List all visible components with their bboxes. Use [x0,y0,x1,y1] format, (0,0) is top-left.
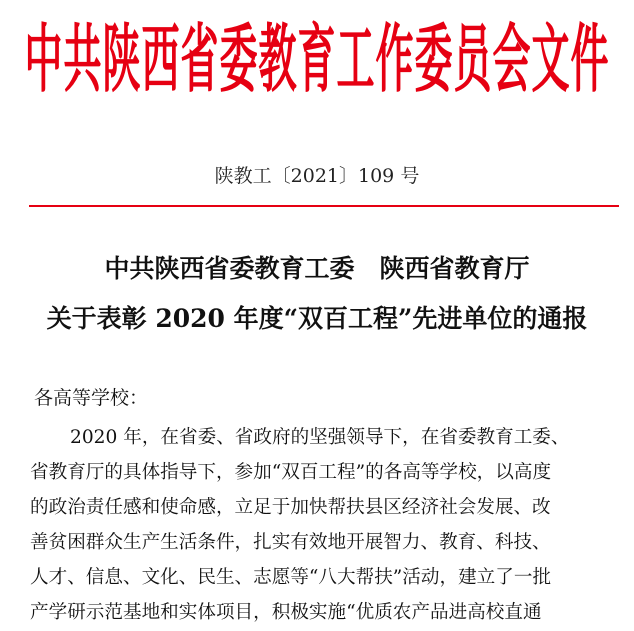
document-masthead: 中共陕西省委教育工作委员会文件 [24,16,610,102]
document-title-line-2: 关于表彰 2020 年度“双百工程”先进单位的通报 [46,304,588,333]
red-divider-line [29,205,619,207]
document-number: 陕教工〔2021〕109 号 [214,165,420,187]
document-title-line-1: 中共陕西省委教育工委 陕西省教育厅 [104,254,530,283]
body-line: 产学研示范基地和实体项目，积极实施“优质农产品进高校直通 [30,602,542,623]
addressee: 各高等学校： [34,387,149,409]
body-line: 2020 年，在省委、省政府的坚强领导下，在省委教育工委、 [70,427,570,448]
body-line: 善贫困群众生产生活条件，扎实有效地开展智力、教育、科技、 [30,532,551,553]
body-line: 的政治责任感和使命感，立足于加快帮扶县区经济社会发展、改 [30,497,551,518]
body-line: 省教育厅的具体指导下，参加“双百工程”的各高等学校，以高度 [30,462,552,483]
body-line: 人才、信息、文化、民生、志愿等“八大帮扶”活动，建立了一批 [30,567,552,588]
